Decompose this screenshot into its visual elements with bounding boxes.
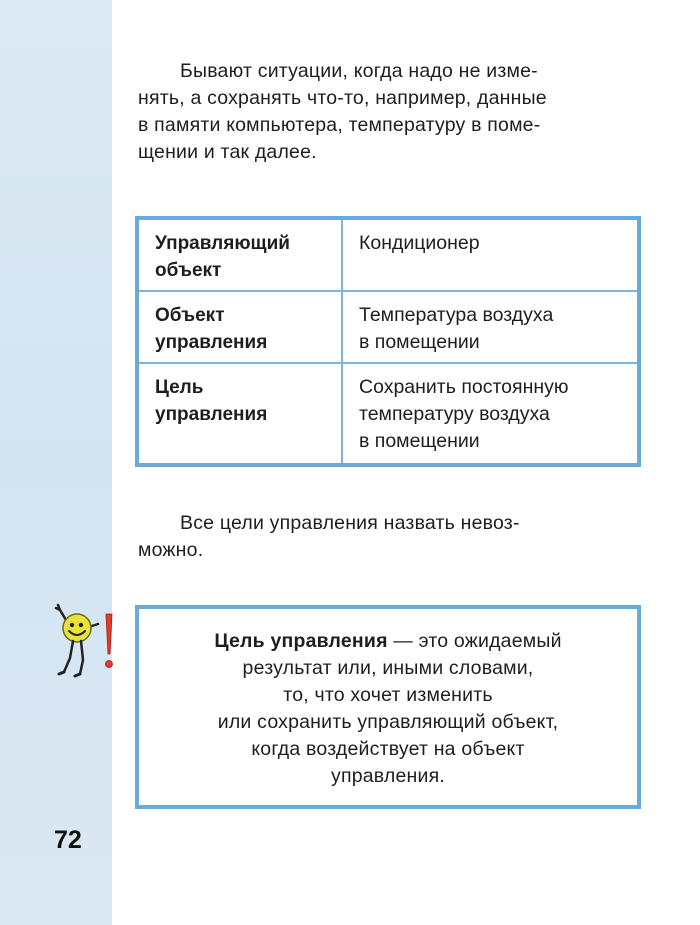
table-label-line: Объект: [155, 305, 225, 326]
exclamation-icon: [106, 614, 113, 668]
table-label-cell: [137, 291, 342, 363]
table-label-cell: [137, 218, 342, 291]
table-row: [137, 363, 639, 465]
table-label-line: Цель: [155, 377, 204, 398]
definition-term: Цель управления: [214, 630, 388, 652]
intro-line: щении и так далее.: [138, 141, 317, 163]
table-label-line: Управляющий: [155, 233, 290, 254]
note-line: Все цели управления назвать невоз-: [180, 512, 520, 534]
table-value-line: Сохранить постоянную: [359, 376, 569, 398]
intro-line: в памяти компьютера, температуру в поме-: [138, 114, 541, 136]
definition-line: когда воздействует на объект: [251, 738, 525, 760]
table-value-line: Кондиционер: [359, 232, 480, 254]
table-value-cell: [342, 291, 639, 363]
intro-line: нять, а сохранять что-то, например, данные: [138, 87, 547, 109]
intro-line: Бывают ситуации, когда надо не изме-: [180, 60, 538, 82]
table-label-cell: [137, 363, 342, 465]
page-margin-strip: [0, 0, 112, 925]
page-number: 72: [54, 826, 82, 854]
definition-line: [139, 628, 637, 655]
table-value-line: в помещении: [359, 430, 480, 452]
definition-line: то, что хочет изменить: [283, 684, 493, 706]
table-value-cell: [342, 218, 639, 291]
smiley-mascot-icon: [46, 602, 126, 682]
definition-text: [139, 628, 637, 790]
table-row: [137, 218, 639, 291]
definition-line: управления.: [331, 765, 445, 787]
definition-box: [135, 605, 641, 809]
table-label-line: управления: [155, 332, 268, 353]
table-row: [137, 291, 639, 363]
table-value-line: Температура воздуха: [359, 304, 554, 326]
intro-paragraph: [138, 58, 640, 166]
table-value-line: температуру воздуха: [359, 403, 550, 425]
control-table: [135, 216, 641, 467]
table-value-cell: [342, 363, 639, 465]
table-value-line: в помещении: [359, 331, 480, 353]
note-line: можно.: [138, 539, 204, 561]
definition-line: или сохранить управляющий объект,: [217, 711, 559, 733]
table-label-line: объект: [155, 260, 222, 281]
definition-line: результат или, иными словами,: [242, 657, 534, 679]
definition-line-rest: — это ожидаемый: [387, 630, 562, 652]
table-label-line: управления: [155, 404, 268, 425]
note-paragraph: [138, 510, 640, 564]
